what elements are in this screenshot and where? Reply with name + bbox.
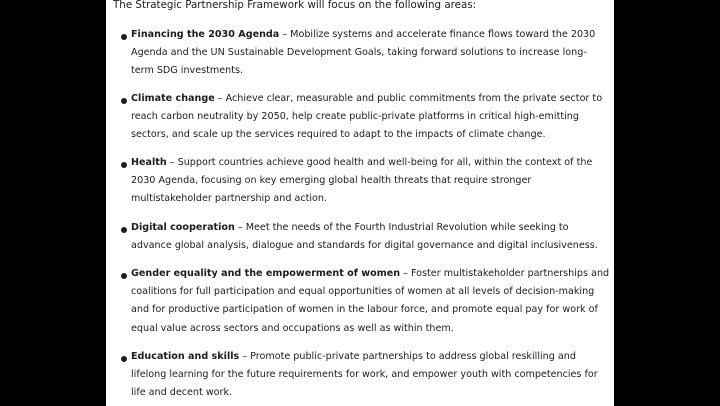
item-line: 2030 Agenda, focusing on key emerging global health threats that require stronger: [131, 175, 532, 187]
item-first-line: Gender equality and the empowerment of women – Foster multistakeholder partnerships and: [131, 268, 610, 279]
item-first-line: Digital cooperation – Meet the needs of the Fourth Industrial Revolution while seeking to: [131, 222, 569, 233]
item-line: equal value across sectors and occupations as well as within them.: [131, 322, 454, 334]
focus-area-education: [131, 348, 609, 403]
bullet-icon: [121, 273, 127, 279]
item-title: Health: [131, 157, 167, 168]
focus-area-health: [131, 154, 609, 209]
item-title: Climate change: [131, 93, 215, 104]
item-line: lifelong learning for the future requirements for work, and empower youth with competencies for: [131, 369, 598, 381]
item-line: coalitions for full participation and equal opportunities of women at all levels of decision-making: [131, 286, 595, 298]
item-first-line: Financing the 2030 Agenda – Mobilize systems and accelerate finance flows toward the 2030: [131, 29, 596, 40]
focus-area-climate: [131, 90, 609, 145]
item-first-line: Health – Support countries achieve good health and well-being for all, within the context of the: [131, 157, 593, 168]
item-line: advance global analysis, dialogue and standards for digital governance and digital inclusiveness.: [131, 240, 598, 252]
item-line: sectors, and scale up the services required to adapt to the impacts of climate change.: [131, 129, 546, 141]
item-line: term SDG investments.: [131, 65, 244, 77]
focus-area-gender: [131, 265, 609, 338]
item-line: reach carbon neutrality by 2050, help create public-private platforms in critical high-emitting: [131, 111, 579, 123]
document-page: [106, 0, 614, 406]
item-line: and for productive participation of women in the labour force, and promote equal pay for work of: [131, 304, 598, 316]
bullet-icon: [121, 34, 127, 40]
bullet-icon: [121, 162, 127, 168]
item-first-line: Education and skills – Promote public-private partnerships to address global reskilling and: [131, 351, 576, 362]
item-title: Financing the 2030 Agenda: [131, 29, 280, 40]
item-first-line: Climate change – Achieve clear, measurable and public commitments from the private sector to: [131, 93, 603, 104]
intro-text: The Strategic Partnership Framework will focus on the following areas:: [113, 0, 477, 11]
item-line: life and decent work.: [131, 387, 233, 399]
focus-area-digital: [131, 219, 609, 255]
item-line: Agenda and the UN Sustainable Development Goals, taking forward solutions to increase long-: [131, 47, 587, 59]
bullet-icon: [121, 227, 127, 233]
item-title: Digital cooperation: [131, 222, 235, 233]
bullet-icon: [121, 98, 127, 104]
item-line: multistakeholder partnership and action.: [131, 193, 328, 205]
bullet-icon: [121, 356, 127, 362]
item-title: Education and skills: [131, 351, 240, 362]
item-title: Gender equality and the empowerment of women: [131, 268, 401, 279]
focus-area-financing: [131, 26, 609, 81]
